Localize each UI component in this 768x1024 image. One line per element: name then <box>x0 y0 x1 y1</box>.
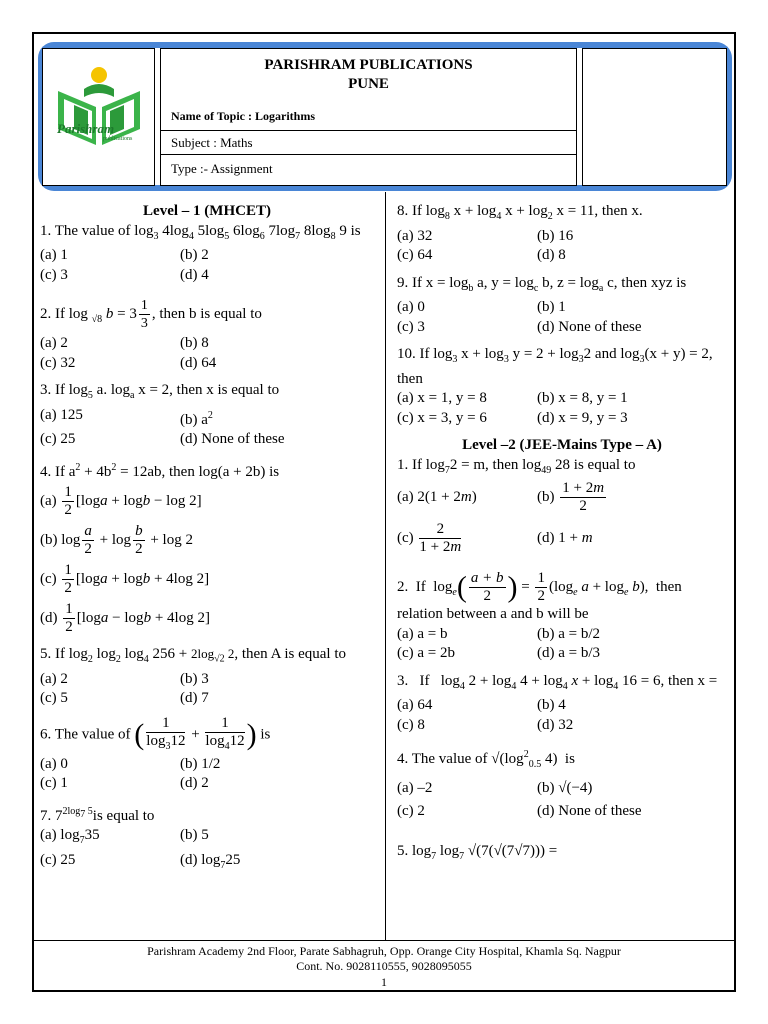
q5-options <box>40 670 374 709</box>
option: (b) 1 <box>537 299 566 315</box>
option: (d) None of these <box>537 318 642 335</box>
option: (d) 7 <box>180 690 209 706</box>
option: (b) 8 <box>180 335 209 351</box>
q2-options <box>40 334 374 373</box>
option: (c) 5 <box>40 690 68 706</box>
option: (d) 4 <box>180 266 209 283</box>
subject-label: Subject : Maths <box>171 135 253 150</box>
option: (d) None of these <box>537 803 642 819</box>
option: (d) a = b/3 <box>537 645 601 661</box>
question-4: 4. If $a^2 + 4b^2 = 12ab$, then log(a + 2b) is <box>40 461 280 480</box>
book-logo-icon <box>44 59 154 159</box>
q10-options <box>397 389 727 428</box>
footer-address: Parishram Academy 2nd Floor, Parate Sabhagruh, Opp. Orange City Hospital, Khamla Sq. Nagpur <box>147 944 621 958</box>
option: (b) x = 8, y = 1 <box>537 390 628 406</box>
q9-options <box>397 298 727 337</box>
q4-option-d: (d) $\frac{1}{2}$ [loga − logb + 4log 2] <box>40 601 210 635</box>
option: (a) 0 <box>40 755 68 772</box>
topic-name: Name of Topic : Logarithms <box>171 109 315 123</box>
question-1: 1. The value of $\log_3 4\log_4$ $5\log_5$ $6\log_6$ $7\log_7$ $8\log_8$ 9 is <box>40 222 361 242</box>
question-2: 2. If log $_{√8}$ b = 3 $\frac{1}{3}$ , then b is equal to <box>40 298 262 331</box>
publisher-name: PARISHRAM PUBLICATIONS <box>264 57 473 73</box>
option: (a) 1 <box>40 247 68 263</box>
q7-options <box>40 826 374 875</box>
option: (b) 16 <box>537 227 574 244</box>
option: (a) a = b <box>397 625 448 642</box>
option: (c) 25 <box>40 851 76 868</box>
option: (c) 3 <box>397 318 425 335</box>
option: (a) 2 <box>40 335 68 351</box>
blank-box <box>582 48 727 186</box>
option: (b) $a^2$ <box>180 409 213 428</box>
question-3: 3. If $\log_5 a$. $\log_a x = 2$, then x is equal to <box>40 382 280 401</box>
l2-question-5: 5. $\log_7 \log_7 √(7(√(7√7)))$ = <box>397 842 558 862</box>
option: (c) 3 <box>40 266 68 283</box>
option: (d) 2 <box>180 775 209 791</box>
option: (d) 1 + m <box>537 529 593 546</box>
publisher-city: PUNE <box>348 76 389 92</box>
option: (d) None of these <box>180 431 285 447</box>
question-6: 6. The value of ( $\frac{1}{\log_312}$ + $\frac{1}{\log_412}$ ) is <box>40 714 271 752</box>
option: (c) 25 <box>40 431 76 447</box>
option: (b) 4 <box>537 697 566 713</box>
q6-options <box>40 755 374 794</box>
option: (a) 2 <box>40 670 68 687</box>
option: (a) x = 1, y = 8 <box>397 390 487 406</box>
option: (c) x = 3, y = 6 <box>397 409 487 426</box>
logo-subtext: publications <box>103 136 133 142</box>
q8-options <box>397 227 727 266</box>
option: (b) 3 <box>180 670 209 687</box>
option: (b) √(−4) <box>537 779 593 796</box>
option: (a) $\log_735$ <box>40 827 100 846</box>
right-column <box>397 196 727 866</box>
l2q4-options <box>397 779 727 822</box>
level1-heading: Level – 1 (MHCET) <box>143 203 271 219</box>
logo-box <box>42 48 155 186</box>
question-5: 5. If $\log_2 \log_2 \log_4 256 + 2\log_{√2}$ 2, then A is equal to <box>40 646 347 665</box>
option: (c) a = 2b <box>397 645 456 661</box>
l2q3-options <box>397 696 727 735</box>
q1-options <box>40 246 374 285</box>
q3-options <box>40 406 374 450</box>
type-label: Type :- Assignment <box>171 161 273 176</box>
option: (c) 64 <box>397 247 433 263</box>
option: (c) $\frac{2}{1 + 2m}$ <box>397 521 462 555</box>
question-8: 8. If $\log_8 x + \log_4 x + \log_2 x = 11$, then x. <box>397 203 643 222</box>
option: (b) a = b/2 <box>537 625 601 642</box>
option: (a) –2 <box>397 779 433 796</box>
option: (d) 32 <box>537 716 574 733</box>
l2-question-4: 4. The value of $√(\log^2_{0.5}$ 4) is <box>397 749 575 770</box>
option: (d) x = 9, y = 3 <box>537 409 628 426</box>
left-column <box>40 196 374 875</box>
option: (d) $\log_725$ <box>180 851 241 871</box>
option: (c) 32 <box>40 354 76 371</box>
footer-contact: Cont. No. 9028110555, 9028095055 <box>296 959 472 973</box>
option: (b) 1/2 <box>180 755 221 772</box>
title-box <box>160 48 577 186</box>
option: (a) 2(1 + 2m) <box>397 488 477 505</box>
q4-option-a: (a) $\frac{1}{2}$ [loga + logb − log 2] <box>40 484 202 518</box>
option: (d) 8 <box>537 247 566 263</box>
page-number: 1 <box>381 975 387 989</box>
option: (b) 5 <box>180 827 209 843</box>
logo-text: Parishram <box>57 121 115 136</box>
option: (c) 1 <box>40 775 68 791</box>
option: (a) 32 <box>397 227 433 244</box>
option: (a) 0 <box>397 299 425 315</box>
l2q2-options <box>397 625 727 664</box>
question-9: 9. If $x = \log_b a$, $y = \log_c b$, $z = \log_a c$, then xyz is <box>397 274 687 294</box>
option: (a) 64 <box>397 697 433 713</box>
question-7: 7. $7^{2log_7 5}is$ equal to <box>40 805 155 824</box>
q4-option-b: (b) log $\frac{a}{2}$ + log $\frac{b}{2}$ + log 2 <box>40 523 193 557</box>
option: (c) 8 <box>397 716 425 733</box>
l2-question-2: 2. If $\log_e$( $\frac{a + b}{2}$ ) = $\frac{1}{2}$ ($\log_e$ $a + \log_e b$), then relation between a and b will be <box>397 570 682 622</box>
level2-heading: Level –2 (JEE-Mains Type – A) <box>462 437 662 453</box>
q4-option-c: (c) $\frac{1}{2}$ [loga + logb + 4log 2] <box>40 562 210 596</box>
footer-divider <box>32 940 736 941</box>
l2q1-options <box>397 480 727 556</box>
option: (b) $\frac{1 + 2m}{2}$ <box>537 480 605 514</box>
column-divider <box>385 192 386 940</box>
option: (d) 64 <box>180 354 217 371</box>
question-10: 10. If $\log_3 x + \log_3 y = 2 + \log_32$ and $\log_3(x + y) = 2$, then <box>397 346 713 387</box>
l2-question-1: 1. If $\log_72 = m$, then $\log_{49} 28$ is equal to <box>397 456 636 476</box>
l2-question-3: 3. If $\log_4 2 + \log_4 4 + \log_4 x + \log_4 16 = 6$, then x = <box>397 672 718 692</box>
option: (b) 2 <box>180 247 209 263</box>
option: (a) 125 <box>40 406 83 423</box>
option: (c) 2 <box>397 803 425 819</box>
